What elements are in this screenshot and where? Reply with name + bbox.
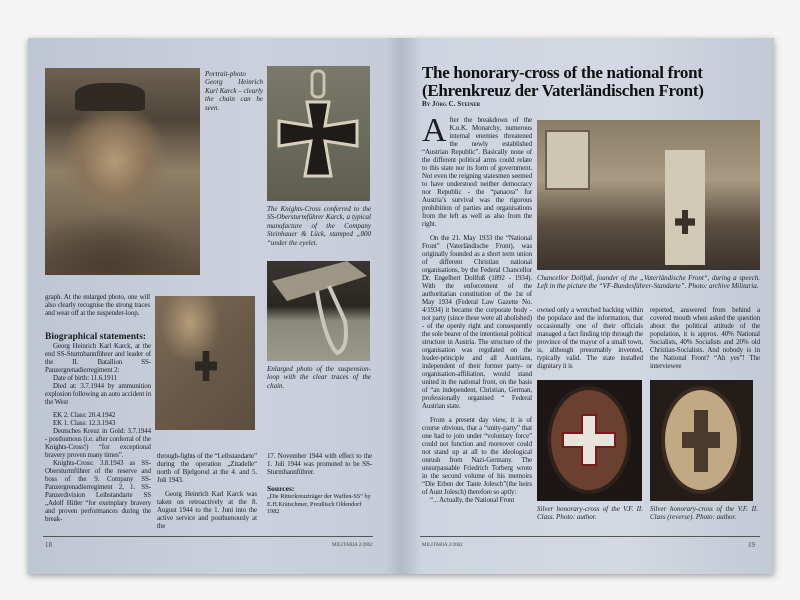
suspension-loop-photo: [267, 261, 370, 361]
footer-rule-right: [420, 536, 760, 537]
bio-paragraph: Date of birth: 11.6.1911: [53, 374, 118, 382]
cross-front-caption: Silver honorary-cross of the V.F. II. Class. Photo: author.: [537, 505, 643, 522]
left-col2-text: [157, 452, 257, 530]
bio-paragraph: Deutsches Kreuz in Gold: 3.7.1944 - posthumous (i.e. after conferral of the Knights-Cross!) “for exceptional bravery proven many times”.: [45, 427, 151, 459]
neck-closeup-photo: [155, 296, 255, 430]
left-col3-text: [267, 452, 372, 476]
paragraph: graph. At the enlarged photo, one will also clearly recognise the strong traces and wear off at the suspender-loop.: [45, 293, 150, 317]
bio-heading: Biographical statements:: [45, 332, 147, 342]
sources: [267, 484, 372, 516]
footer-left: MILITARIA 2/2002: [332, 543, 373, 548]
drop-cap: A: [422, 112, 447, 149]
page-number-right: 19: [748, 541, 755, 549]
paragraph: On the 21. May 1933 the “National Front” (Vaterländische Front), was originally founded as a short term union of different Christian national organisations, by the Federal Chancellor Dr. Engelbert Dollfuß (1892 - 1934). With the enforcement of the authoritarian constitution of the 1st of May 1934 (Federal Law Gazette No. 4/1934) it became the corporate body - not party (since these were all abolished) - of the openly right and consequently the sole bearer of the intentional political structure in Austria. The structure of the organisation was regulated on the leader-principle and all Austrians, independent of their former party- or organisation-affiliation, would stand united in the national front, on the basis of “an independent, Christian, German, professionally organised “ Federal Austrian state.: [422, 234, 532, 410]
paragraph: through-fights of the “Leibstandarte” during the operation „Zitadelle“ north of Bjelgorod at the 4. and 5. Juli 1943.: [157, 452, 257, 484]
bio-paragraph: EK 2. Class: 20.4.1942: [53, 411, 116, 419]
bio-paragraph: EK 1. Class: 12.3.1943: [53, 419, 116, 427]
biography-section: [45, 332, 151, 523]
right-col3-text: [650, 306, 760, 370]
article-header: [422, 64, 770, 109]
byline: By Jörg C. Steiner: [422, 100, 481, 108]
loop-caption: Enlarged photo of the suspension-loop with the clear traces of the chain.: [267, 365, 371, 390]
iron-cross-icon: [267, 66, 370, 201]
article-title: The honorary-cross of the national front (Ehrenkreuz der Vaterländischen Front): [422, 63, 704, 100]
sources-text: „Die Ritterkreuzträger der Waffen-SS“ by E.H.Krätschmer, Preußisch Oldendorf 1982: [267, 493, 371, 516]
cross-back-caption: Silver honorary-cross of the V.F. II. Class (reverse). Photo: author.: [650, 505, 758, 522]
footer-right: MILITARIA 2/2002: [422, 543, 463, 548]
page-number-left: 18: [45, 541, 52, 549]
paragraph: 17. November 1944 with effect to the 1. Juli 1944 was promoted to be SS-Sturmbannführer.: [267, 452, 372, 476]
paragraph: Georg Heinrich Karl Karck was taken on retroactively at the 8. August 1944 to the 1. Juni into the active service and posthumously at the: [157, 490, 257, 530]
portrait-caption: Portrait-photo Georg Heinrich Karl Karck – clearly the chain can be seen.: [205, 70, 263, 112]
right-col1-text: [422, 112, 532, 504]
photo-caption: Chancellor Dollfuß, founder of the „Vaterländische Front“, during a speech. Left in the picture the “VF-Bundesführer-Standarte”. Photo: archive Militaria.: [537, 274, 760, 291]
portrait-photo: [45, 68, 200, 275]
paragraph: From a present day view, it is of course obvious, that a “unity-party” that one had to join under “voluntary force” could not function and moreover could not stand up at all to the ideological onrush from Nazi-Germany. The unsurpassable Friedrich Torberg wrote in the second volume of his memoirs “Die Erben der Tante Jolesch”(the heirs of Aunt Jolesch) therefore so aptly:: [422, 416, 532, 496]
suspension-loop-icon: [267, 261, 370, 361]
footer-rule: [43, 536, 373, 537]
paragraph: owned only a wretched backing within the populace and the information, that occasionally one of their officials managed a fact finding trip through the province of the mayor of a small town, is, although presumably invented, typically valid. The state installed dignitary it is: [537, 306, 643, 370]
knights-cross-caption: The Knights-Cross conferred to the SS-Obersturmführer Karck, a typical manufacture of the Company Steinhauer & Lück, stamped „800 “under the eyelet.: [267, 205, 371, 247]
bio-paragraph: Knights-Cross: 3.8.1943 as SS-Obersturmführer of the reserve and boss of the 9. Company SS-Panzergrenadierregiment 2, 1. SS-Panzerdivision Leibstandarte SS „Adolf Hitler “for exemplary bravery and proven performances during the break-: [45, 459, 151, 523]
paragraph: reported, answered from behind a covered mouth when asked the question about the political attitude of the population, it is approx. 40% National Socialists, 40% Socialists and 20% old Christian-Socialists. And nobody is in the National Front? “Ah yes”! The interviewee: [650, 306, 760, 370]
intro-text: [45, 293, 150, 317]
bio-paragraph: Died at: 3.7.1944 by ammunition explosion following an auto accident in the West: [45, 382, 151, 406]
sources-heading: Sources:: [267, 484, 295, 493]
right-col2-text: [537, 306, 643, 370]
knights-cross-photo: [267, 66, 370, 201]
cross-front-photo: [537, 380, 642, 501]
dollfuss-speech-photo: [537, 120, 760, 270]
cross-reverse-photo: [650, 380, 753, 501]
bio-paragraph: Georg Heinrich Karl Karck, at the end SS-Sturmbannführer and leader of the II. Batallion SS-Panzergrenadierregiment 2:: [45, 342, 151, 374]
paragraph: “... Actually, the National Front: [430, 496, 515, 504]
paragraph: fter the breakdown of the K.u.K. Monarchy, numerous internal enemies threatened the newly established “Austrian Republic”. Basically none of the different political arms could relate to this state nor its form of government. Not even the reigning statesmen seemed to have understood neither democracy nor Republic - the “panacea” for Austria’s survival was the rigorous prohibition of parties and organisations from the left as well as also from the right.: [422, 116, 532, 228]
